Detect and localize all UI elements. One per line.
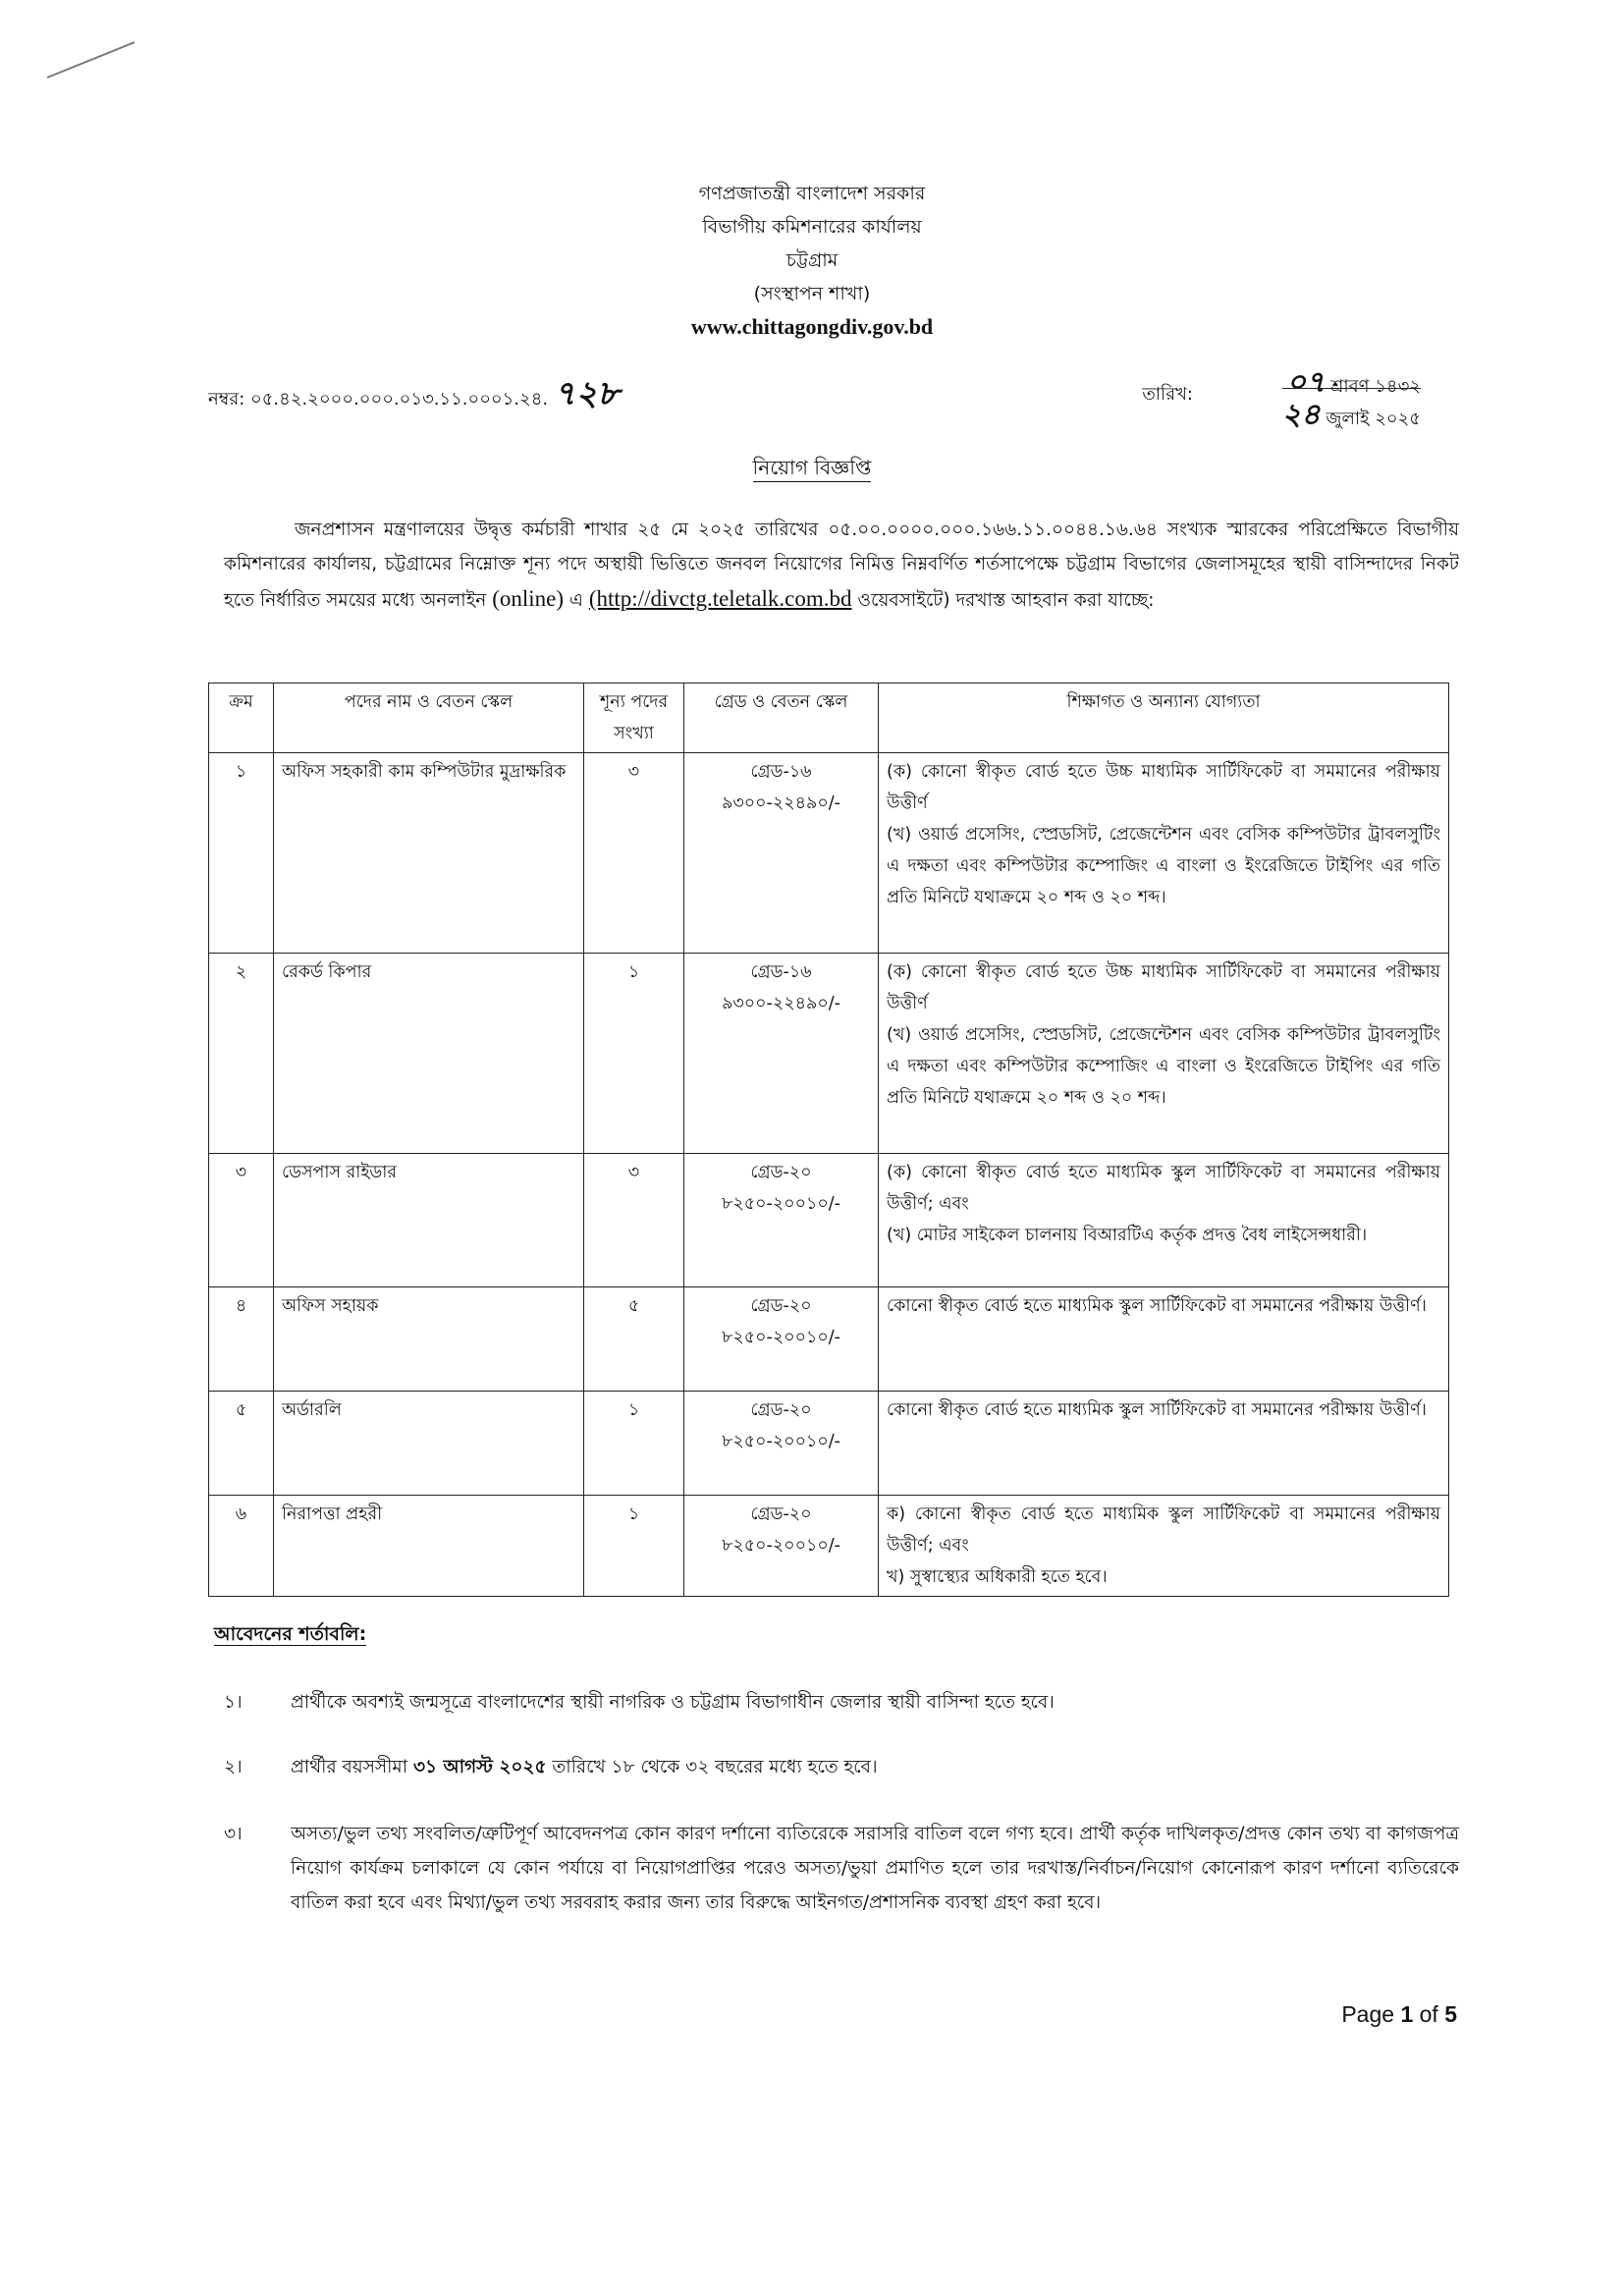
intro-text-1: জনপ্রশাসন মন্ত্রণালয়ের উদ্বৃত্ত কর্মচারী শাখার ২৫ মে ২০২৫ তারিখের ০৫.০০.০০০০.০০০.১৬৬.১১.০০৪৪.১৬.৬৪ সংখ্যক স্মারকের পরিপ্রেক্ষিতে বিভাগীয় কমিশনারের কার্যালয়, চট্টগ্রামের নিম্নোক্ত শূন্য পদে অস্থায়ী ভিত্তিতে জনবল নিয়োগের নিমিত্ত নিম্নবর্ণিত শর্তসাপেক্ষে চট্টগ্রাম বিভাগের জেলাসমূহের স্থায়ী বাসিন্দাদের নিকট হতে নির্ধারিত সময়ের মধ্যে অনলাইন [224,519,1460,611]
qualification-a: ক) কোনো স্বীকৃত বোর্ড হতে মাধ্যমিক স্কুল সার্টিফিকেট বা সমমানের পরীক্ষায় উত্তীর্ণ; এবং [887,1504,1440,1556]
page-footer [1341,2001,1457,2028]
memo-row [208,358,1421,432]
row-grade [684,1154,879,1287]
condition-item-2 [224,1750,1459,1784]
intro-online: (online) [492,586,564,611]
qualification-b: (খ) ওয়ার্ড প্রসেসিং, স্প্রেডসিট, প্রেজেন্টেশন এবং বেসিক কম্পিউটার ট্রাবলসুটিং এ দক্ষতা এবং কম্পিউটার কম্পোজিং এ বাংলা ও ইংরেজিতে টাইপিং এর গতি প্রতি মিনিটে যথাক্রমে ২০ শব্দ ও ২০ শব্দ। [887,825,1440,907]
row-qualification [879,1392,1449,1496]
memo-number-handwritten: ৭২৮ [554,374,620,413]
table-row [209,1392,1449,1496]
qualification-b: খ) সুস্বাস্থ্যের অধিকারী হতে হবে। [887,1567,1108,1587]
date-english [1282,388,1421,441]
row-pay-scale: ৮২৫০-২০০১০/- [722,1194,840,1214]
qualification-b: (খ) ওয়ার্ড প্রসেসিং, স্প্রেডসিট, প্রেজেন্টেশন এবং বেসিক কম্পিউটার ট্রাবলসুটিং এ দক্ষতা এবং কম্পিউটার কম্পোজিং এ বাংলা ও ইংরেজিতে টাইপিং এর গতি প্রতি মিনিটে যথাক্রমে ২০ শব্দ ও ২০ শব্দ। [887,1025,1440,1108]
header-qualification: শিক্ষাগত ও অন্যান্য যোগ্যতা [879,683,1449,753]
qualification-a: কোনো স্বীকৃত বোর্ড হতে মাধ্যমিক স্কুল সার্টিফিকেট বা সমমানের পরীক্ষায় উত্তীর্ণ। [887,1400,1427,1420]
row-pay-scale: ৯৩০০-২২৪৯০/- [722,994,840,1013]
condition-number: ৩। [224,1824,243,1844]
letterhead-line-government: গণপ্রজাতন্ত্রী বাংলাদেশ সরকার [698,183,926,204]
row-vacancy: ১ [584,954,684,1154]
condition-item-1 [224,1685,1459,1720]
conditions-heading-text: আবেদনের শর্তাবলি: [214,1623,367,1645]
condition-text-post: তারিখে ১৮ থেকে ৩২ বছরের মধ্যে হতে হবে। [552,1757,878,1777]
page-word: Page [1341,2001,1395,2027]
header-grade: গ্রেড ও বেতন স্কেল [684,683,879,753]
letterhead-line-branch: (সংস্থাপন শাখা) [753,283,871,304]
letterhead-line-office: বিভাগীয় কমিশনারের কার্যালয় [702,216,922,238]
date-label: তারিখ: [1142,384,1193,405]
qualification-a: (ক) কোনো স্বীকৃত বোর্ড হতে মাধ্যমিক স্কুল সার্টিফিকেট বা সমমানের পরীক্ষায় উত্তীর্ণ; এবং [887,1163,1440,1214]
row-post: অফিস সহায়ক [274,1287,584,1392]
table-row [209,1287,1449,1392]
intro-text-3: ওয়েবসাইটে) দরখাস্ত আহবান করা যাচ্ছে: [857,590,1155,611]
row-vacancy: ১ [584,1496,684,1597]
row-serial: ৫ [209,1392,274,1496]
row-vacancy: ৩ [584,1154,684,1287]
page-total: 5 [1444,2001,1457,2027]
condition-number: ২। [224,1757,243,1777]
row-vacancy: ১ [584,1392,684,1496]
notice-title [0,454,1624,486]
row-post: অর্ডারলি [274,1392,584,1496]
row-grade [684,1392,879,1496]
row-pay-scale: ৮২৫০-২০০১০/- [722,1432,840,1451]
row-serial: ১ [209,753,274,954]
table-header-row [209,683,1449,753]
row-qualification [879,753,1449,954]
table-row [209,1154,1449,1287]
row-post: অফিস সহকারী কাম কম্পিউটার মুদ্রাক্ষরিক [274,753,584,954]
row-grade [684,753,879,954]
row-qualification [879,954,1449,1154]
row-post: রেকর্ড কিপার [274,954,584,1154]
header-serial: ক্রম [209,683,274,753]
condition-age-date: ৩১ আগস্ট ২০২৫ [412,1757,547,1777]
condition-text [291,1750,1459,1784]
qualification-a: (ক) কোনো স্বীকৃত বোর্ড হতে উচ্চ মাধ্যমিক সার্টিফিকেট বা সমমানের পরীক্ষায় উত্তীর্ণ [887,962,1440,1013]
page-current: 1 [1400,2001,1414,2027]
intro-text-2: এ [568,590,583,611]
date-english-month-year: জুলাই ২০২৫ [1326,409,1421,429]
vacancy-table [208,683,1449,1597]
condition-item-3 [224,1817,1459,1920]
header-vacancy: শূন্য পদের সংখ্যা [584,683,684,753]
row-post: ডেসপাস রাইডার [274,1154,584,1287]
intro-link[interactable]: (http://divctg.teletalk.com.bd [588,586,852,611]
letterhead-line-city: চট্টগ্রাম [785,249,839,271]
row-serial: ৪ [209,1287,274,1392]
row-grade [684,1287,879,1392]
row-grade [684,954,879,1154]
date-bangla-day: ০৭ [1286,365,1326,400]
row-grade-level: গ্রেড-২০ [750,1296,812,1316]
condition-text: প্রার্থীকে অবশ্যই জন্মসূত্রে বাংলাদেশের স্থায়ী নাগরিক ও চট্টগ্রাম বিভাগাধীন জেলার স্থায়ী বাসিন্দা হতে হবে। [291,1692,1055,1713]
row-post: নিরাপত্তা প্রহরী [274,1496,584,1597]
row-serial: ৩ [209,1154,274,1287]
row-serial: ২ [209,954,274,1154]
row-pay-scale: ৮২৫০-২০০১০/- [722,1536,840,1556]
letterhead [0,177,1624,344]
row-qualification [879,1496,1449,1597]
memo-number [208,368,619,424]
row-qualification [879,1287,1449,1392]
table-row [209,954,1449,1154]
scratch-mark [47,41,135,79]
row-grade-level: গ্রেড-২০ [750,1400,812,1420]
intro-paragraph [224,513,1459,618]
row-vacancy: ৩ [584,753,684,954]
table-row [209,753,1449,954]
condition-text: অসত্য/ভুল তথ্য সংবলিত/ত্রুটিপূর্ণ আবেদনপত্র কোন কারণ দর্শানো ব্যতিরেকে সরাসরি বাতিল বলে গণ্য হবে। প্রার্থী কর্তৃক দাখিলকৃত/প্রদত্ত কোন তথ্য বা কাগজপত্র নিয়োগ কার্যক্রম চলাকালে যে কোন পর্যায়ে বা নিয়োগপ্রাপ্তির পরেও অসত্য/ভুয়া প্রমাণিত হলে তার দরখাস্ত/নির্বাচন/নিয়োগ কোনোরূপ কারণ দর্শানো ব্যতিরেকে বাতিল করা হবে এবং মিথ্যা/ভুল তথ্য সরবরাহ করার জন্য তার বিরুদ্ধে আইনগত/প্রশাসনিক ব্যবস্থা গ্রহণ করা হবে। [291,1824,1459,1913]
row-pay-scale: ৮২৫০-২০০১০/- [722,1328,840,1347]
conditions-heading [214,1620,366,1652]
row-grade-level: গ্রেড-১৬ [750,762,812,782]
qualification-a: কোনো স্বীকৃত বোর্ড হতে মাধ্যমিক স্কুল সার্টিফিকেট বা সমমানের পরীক্ষায় উত্তীর্ণ। [887,1296,1427,1316]
table-row [209,1496,1449,1597]
row-vacancy: ৫ [584,1287,684,1392]
date-english-day: ২৪ [1281,398,1321,432]
of-word: of [1419,2001,1438,2027]
row-serial: ৬ [209,1496,274,1597]
qualification-b: (খ) মোটর সাইকেল চালনায় বিআরটিএ কর্তৃক প্রদত্ত বৈধ লাইসেন্সধারী। [887,1226,1368,1245]
row-grade [684,1496,879,1597]
row-grade-level: গ্রেড-১৬ [750,962,812,982]
row-pay-scale: ৯৩০০-২২৪৯০/- [722,793,840,813]
letterhead-website: www.chittagongdiv.gov.bd [690,314,934,339]
row-grade-level: গ্রেড-২০ [750,1504,812,1524]
row-qualification [879,1154,1449,1287]
qualification-a: (ক) কোনো স্বীকৃত বোর্ড হতে উচ্চ মাধ্যমিক সার্টিফিকেট বা সমমানের পরীক্ষায় উত্তীর্ণ [887,762,1440,813]
condition-number: ১। [224,1692,243,1713]
notice-title-text: নিয়োগ বিজ্ঞপ্তি [753,456,872,482]
condition-text-pre: প্রার্থীর বয়সসীমা [291,1757,408,1777]
row-grade-level: গ্রেড-২০ [750,1163,812,1182]
memo-number-text: নম্বর: ০৫.৪২.২০০০.০০০.০১৩.১১.০০০১.২৪. [208,389,549,410]
date-bangla-month-year: শ্রাবণ ১৪৩২ [1330,376,1421,397]
header-post: পদের নাম ও বেতন স্কেল [274,683,584,753]
